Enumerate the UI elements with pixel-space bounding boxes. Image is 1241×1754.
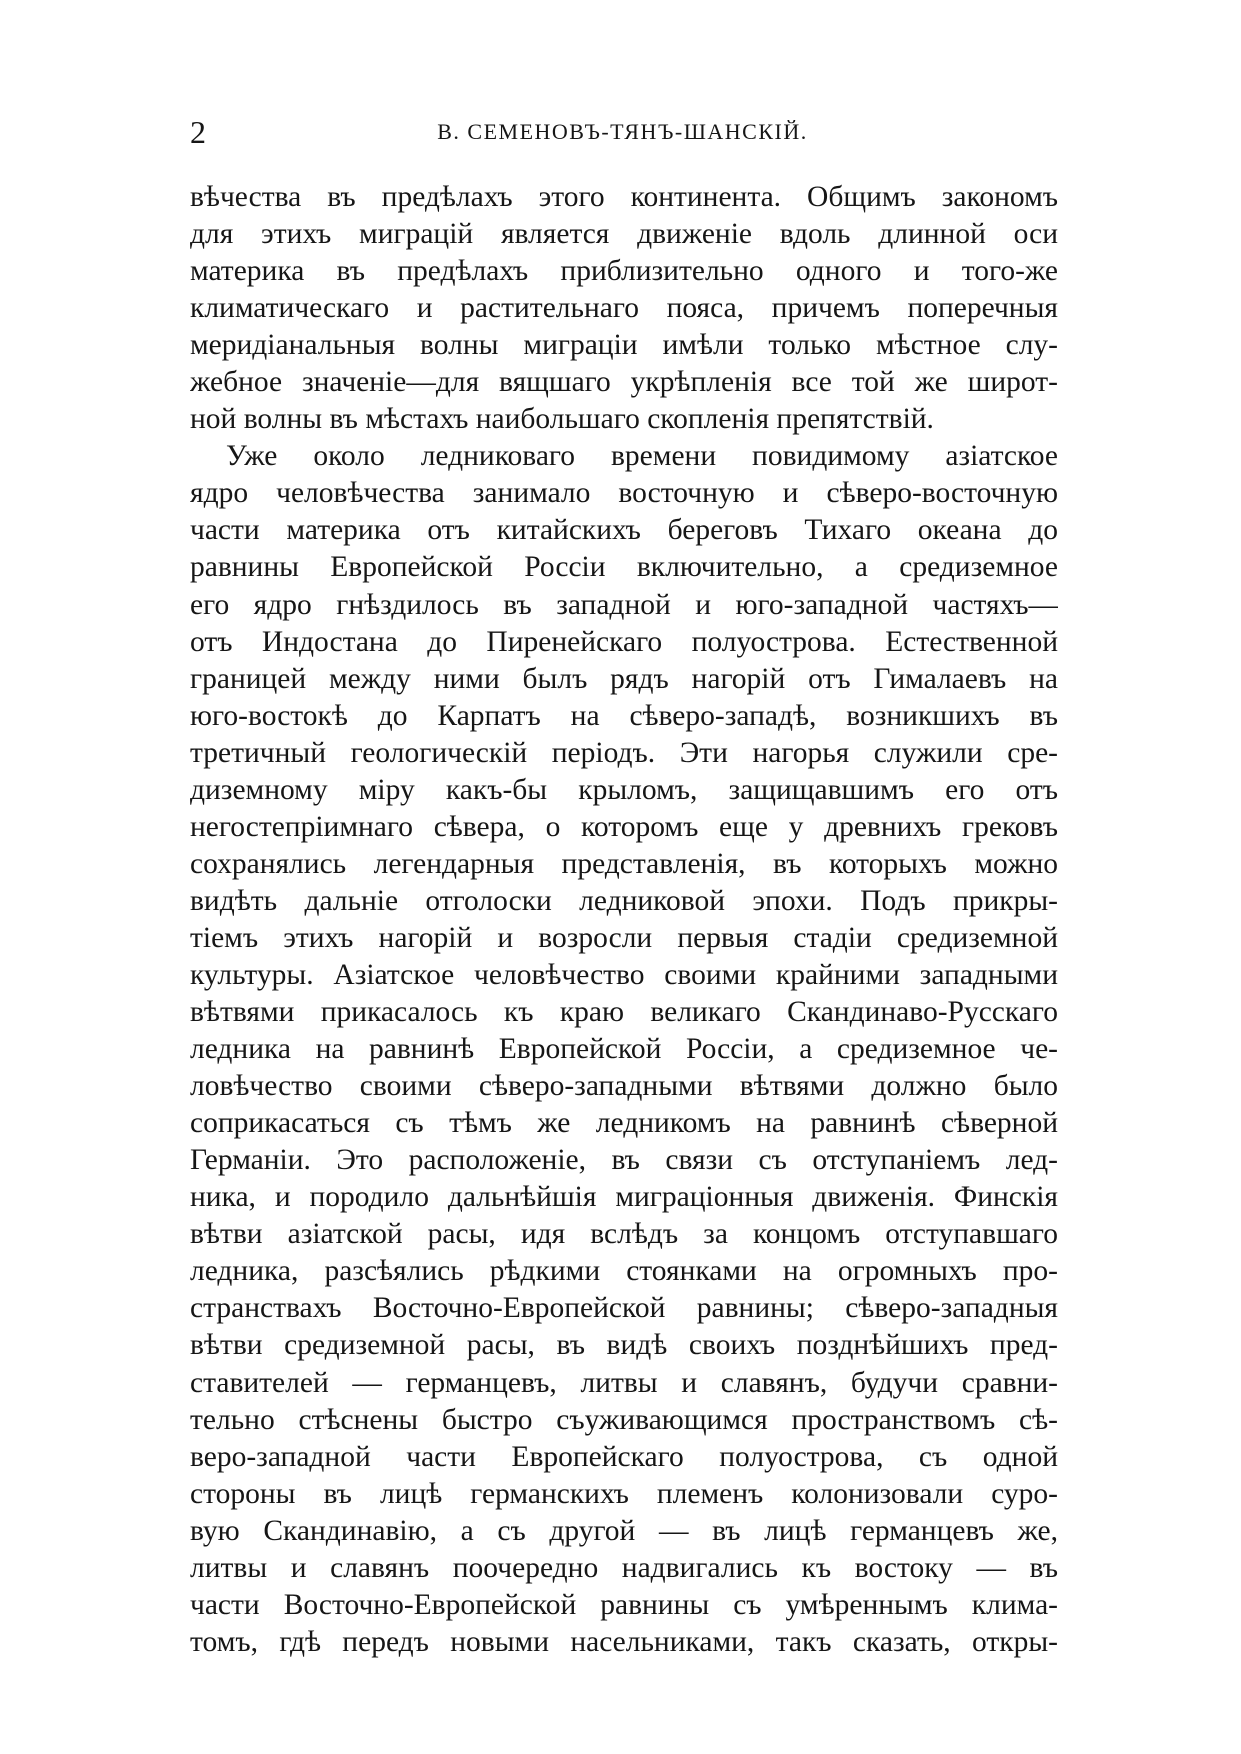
body-text xyxy=(190,179,1058,1661)
text-line: томъ, гдѣ передъ новыми насельниками, такъ сказать, откры- xyxy=(190,1625,1058,1658)
text-line: странствахъ Восточно-Европейской равнины; сѣверо-западныя xyxy=(190,1292,1058,1325)
text-line: ядро человѣчества занимало восточную и сѣверо-восточную xyxy=(190,477,1058,510)
text-line: его ядро гнѣздилось въ западной и юго-западной частяхъ— xyxy=(190,588,1058,621)
running-title: В. СЕМЕНОВЪ-ТЯНЪ-ШАНСКІЙ. xyxy=(437,119,808,144)
running-head xyxy=(190,112,1055,152)
text-line: вѣтвями прикасалось къ краю великаго Скандинаво-Русскаго xyxy=(190,996,1058,1029)
text-line: видѣть дальніе отголоски ледниковой эпохи. Подъ прикры- xyxy=(190,884,1058,917)
text-line: вую Скандинавію, а съ другой — въ лицѣ германцевъ же, xyxy=(190,1514,1058,1547)
text-line: ставителей — германцевъ, литвы и славянъ, будучи сравни- xyxy=(190,1366,1058,1399)
text-line: ледника на равнинѣ Европейской Россіи, а средиземное че- xyxy=(190,1033,1058,1066)
text-line: литвы и славянъ поочередно надвигались къ востоку — въ xyxy=(190,1551,1058,1584)
text-line: третичный геологическій періодъ. Эти нагорья служили сре- xyxy=(190,736,1058,769)
text-line: границей между ними былъ рядъ нагорій отъ Гималаевъ на xyxy=(190,662,1058,695)
text-line: культуры. Азіатское человѣчество своими крайними западными xyxy=(190,958,1058,991)
text-line: вѣтви азіатской расы, идя вслѣдъ за концомъ отступавшаго xyxy=(190,1218,1058,1251)
text-line: для этихъ миграцій является движеніе вдоль длинной оси xyxy=(190,218,1058,251)
text-line: тіемъ этихъ нагорій и возросли первыя стадіи средиземной xyxy=(190,921,1058,954)
text-line: жебное значеніе—для вящшаго укрѣпленія все той же широт- xyxy=(190,366,1058,399)
text-line: ловѣчество своими сѣверо-западными вѣтвями должно было xyxy=(190,1070,1058,1103)
text-line: вѣтви средиземной расы, въ видѣ своихъ позднѣйшихъ пред- xyxy=(190,1329,1058,1362)
text-line: сохранялись легендарныя представленія, въ которыхъ можно xyxy=(190,847,1058,880)
text-line: ника, и породило дальнѣйшія миграціонныя движенія. Финскія xyxy=(190,1181,1058,1214)
page-number: 2 xyxy=(190,114,206,150)
text-line: негостепріимнаго сѣвера, о которомъ еще у древнихъ грековъ xyxy=(190,810,1058,843)
text-line: ледника, разсѣялись рѣдкими стоянками на огромныхъ про- xyxy=(190,1255,1058,1288)
text-line: меридіанальныя волны миграціи имѣли только мѣстное слу- xyxy=(190,329,1058,362)
text-line: веро-западной части Европейскаго полуострова, съ одной xyxy=(190,1440,1058,1473)
text-line: вѣчества въ предѣлахъ этого континента. Общимъ закономъ xyxy=(190,181,1058,213)
text-line: диземному міру какъ-бы крыломъ, защищавшимъ его отъ xyxy=(190,773,1058,806)
text-line: равнины Европейской Россіи включительно, а средиземное xyxy=(190,551,1058,584)
text-line: части Восточно-Европейской равнины съ умѣреннымъ клима- xyxy=(190,1588,1058,1621)
text-line: юго-востокѣ до Карпатъ на сѣверо-западѣ, возникшихъ въ xyxy=(190,699,1058,732)
text-line: отъ Индостана до Пиренейскаго полуострова. Естественной xyxy=(190,625,1058,658)
text-line: материка въ предѣлахъ приблизительно одного и того-же xyxy=(190,255,1058,288)
text-line: Германіи. Это расположеніе, въ связи съ отступаніемъ лед- xyxy=(190,1144,1058,1177)
text-line: климатическаго и растительнаго пояса, причемъ поперечныя xyxy=(190,292,1058,325)
paragraph-start-line: Уже около ледниковаго времени повидимому азіатское xyxy=(226,440,1058,473)
text-line: части материка отъ китайскихъ береговъ Тихаго океана до xyxy=(190,514,1058,547)
text-line: соприкасаться съ тѣмъ же ледникомъ на равнинѣ сѣверной xyxy=(190,1107,1058,1140)
text-line: стороны въ лицѣ германскихъ племенъ колонизовали суро- xyxy=(190,1477,1058,1510)
paragraph-end-line: ной волны въ мѣстахъ наибольшаго скопленія препятствій. xyxy=(190,403,934,436)
text-line: тельно стѣснены быстро съуживающимся пространствомъ сѣ- xyxy=(190,1403,1058,1436)
